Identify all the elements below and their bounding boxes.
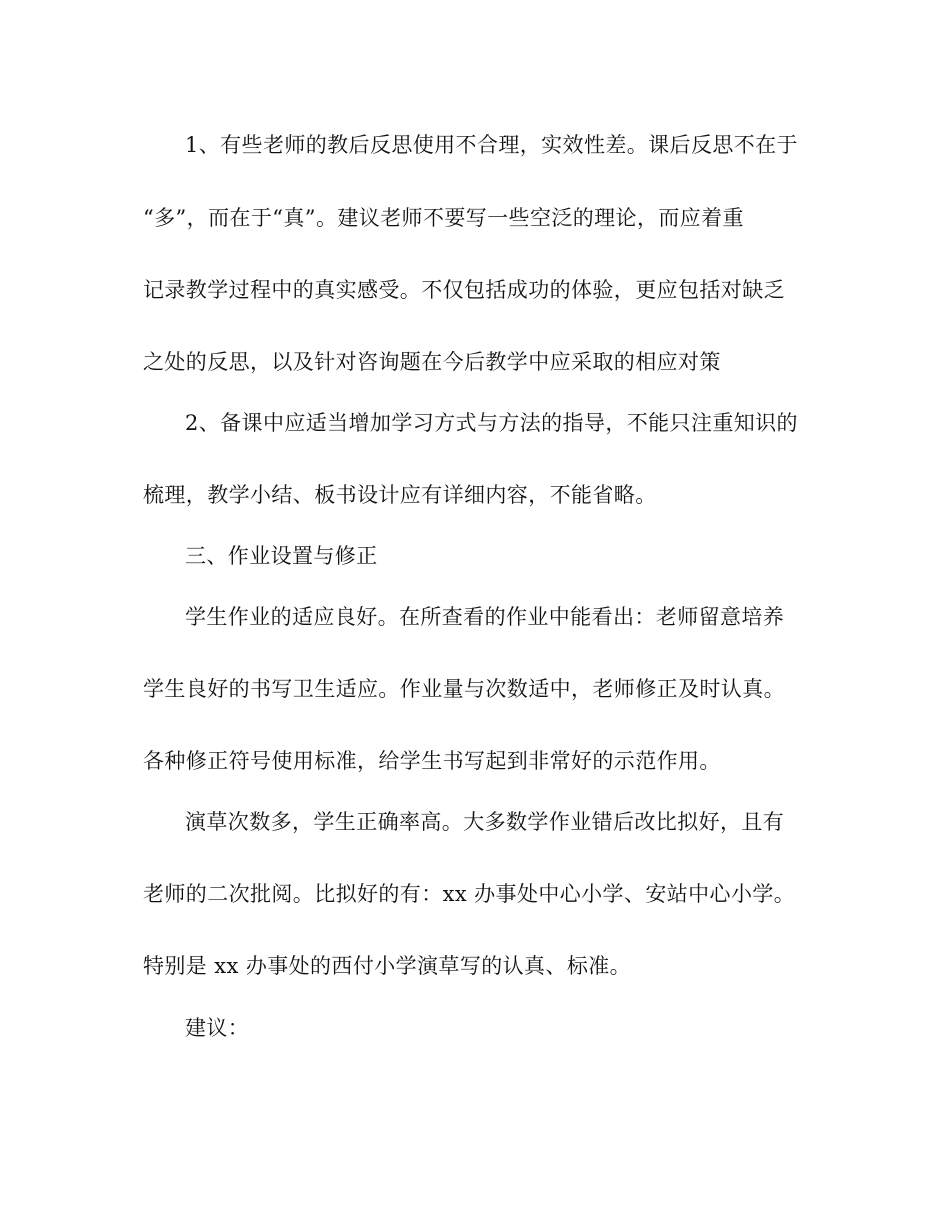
- paragraph-1-line-3: 记录教学过程中的真实感受。不仅包括成功的体验，更应包括对缺乏: [143, 278, 785, 302]
- paragraph-1-line-1: 1、有些老师的教后反思使用不合理，实效性差。课后反思不在于: [185, 133, 798, 157]
- section-heading: 三、作业设置与修正: [185, 544, 378, 568]
- paragraph-3-line-2: 学生良好的书写卫生适应。作业量与次数适中，老师修正及时认真。: [143, 677, 785, 701]
- paragraph-4-line-3: 特别是 xx 办事处的西付小学演草写的认真、标准。: [143, 954, 632, 978]
- paragraph-3-line-3: 各种修正符号使用标准，给学生书写起到非常好的示范作用。: [143, 749, 721, 773]
- paragraph-4-line-1: 演草次数多，学生正确率高。大多数学作业错后改比拟好，且有: [185, 810, 785, 834]
- paragraph-2-line-2: 梳理，教学小结、板书设计应有详细内容，不能省略。: [143, 483, 657, 507]
- paragraph-2-line-1: 2、备课中应适当增加学习方式与方法的指导，不能只注重知识的: [185, 411, 798, 435]
- paragraph-4-line-2: 老师的二次批阅。比拟好的有：xx 办事处中心小学、安站中心小学。: [143, 882, 796, 906]
- paragraph-1-line-4: 之处的反思，以及针对咨询题在今后教学中应采取的相应对策: [143, 350, 721, 374]
- paragraph-3-line-1: 学生作业的适应良好。在所查看的作业中能看出：老师留意培养: [185, 605, 785, 629]
- paragraph-1-line-2: “多”，而在于“真”。建议老师不要写一些空泛的理论，而应着重: [143, 206, 744, 230]
- suggestion-label: 建议：: [185, 1016, 250, 1040]
